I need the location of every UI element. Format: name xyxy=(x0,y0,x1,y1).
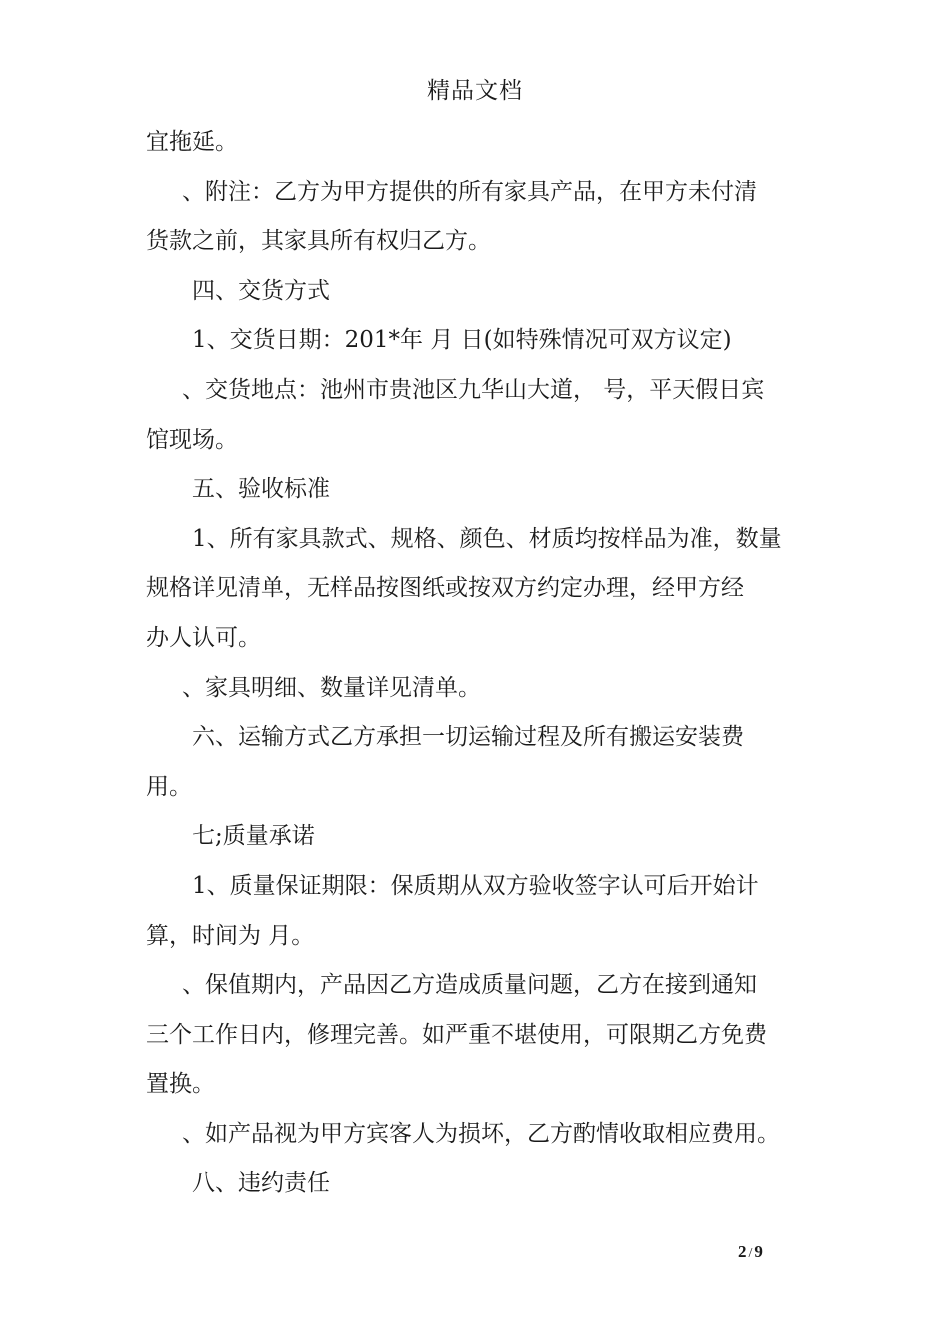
page-header: 精品文档 xyxy=(427,78,523,104)
body-line: 办人认可。 xyxy=(146,624,261,651)
body-line: 1、交货日期：201*年 月 日(如特殊情况可双方议定) xyxy=(192,327,732,354)
body-line: 用。 xyxy=(146,773,192,800)
body-line: 五、验收标准 xyxy=(192,476,330,503)
body-line: 宜拖延。 xyxy=(146,129,238,155)
document-body xyxy=(146,118,816,1209)
body-line: 算，时间为 月。 xyxy=(146,922,315,949)
body-line: 1、质量保证期限：保质期从双方验收签字认可后开始计 xyxy=(192,872,759,899)
current-page-number: 2 xyxy=(738,1242,747,1261)
body-line: 、家具明细、数量详见清单。 xyxy=(182,674,481,701)
page-separator: / xyxy=(748,1246,753,1261)
body-line: 货款之前，其家具所有权归乙方。 xyxy=(146,228,491,255)
body-line: 馆现场。 xyxy=(146,426,238,453)
body-line: 、附注：乙方为甲方提供的所有家具产品，在甲方未付清 xyxy=(182,178,757,205)
body-line: 置换。 xyxy=(146,1071,215,1098)
page-number xyxy=(738,1242,763,1262)
body-line: 六、运输方式乙方承担一切运输过程及所有搬运安装费 xyxy=(192,724,744,751)
body-line: 七;质量承诺 xyxy=(192,823,315,850)
body-line: 规格详见清单，无样品按图纸或按双方约定办理，经甲方经 xyxy=(146,575,744,602)
total-pages-number: 9 xyxy=(754,1242,763,1261)
body-line: 八、违约责任 xyxy=(192,1170,330,1197)
body-line: 四、交货方式 xyxy=(192,277,330,304)
body-line: 1、所有家具款式、规格、颜色、材质均按样品为准，数量 xyxy=(192,525,782,552)
body-line: 、保值期内，产品因乙方造成质量问题，乙方在接到通知 xyxy=(182,972,757,999)
body-line: 、如产品视为甲方宾客人为损坏，乙方酌情收取相应费用。 xyxy=(182,1120,780,1147)
body-line: 、交货地点：池州市贵池区九华山大道， 号，平天假日宾 xyxy=(182,376,765,403)
body-line: 三个工作日内，修理完善。如严重不堪使用，可限期乙方免费 xyxy=(146,1021,767,1048)
